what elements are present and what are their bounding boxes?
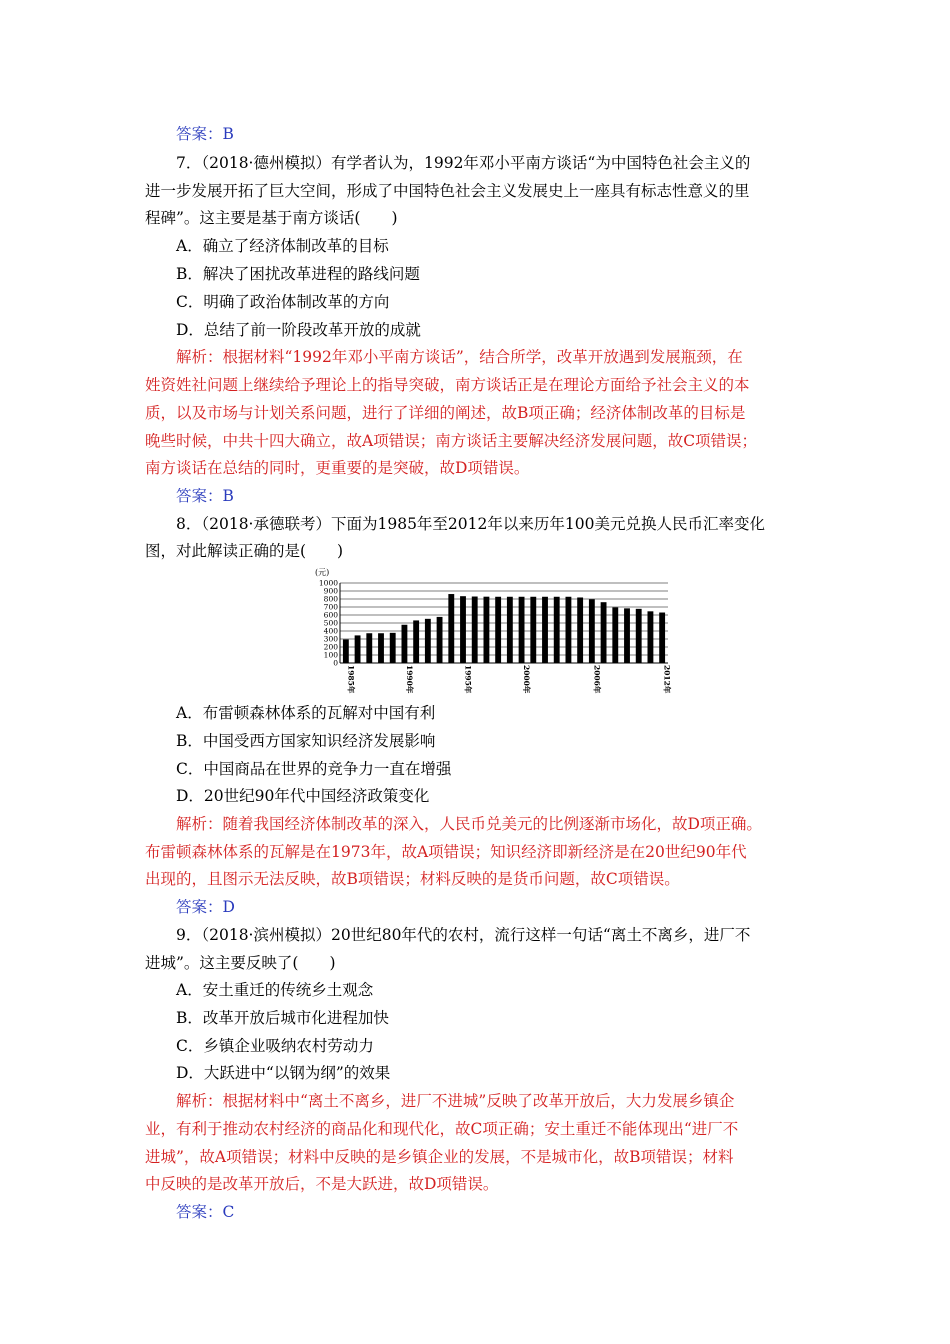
- q9-analysis-line: 业，有利于推动农村经济的商品化和现代化，故C项正确；安土重迁不能体现出“进厂不: [145, 1120, 739, 1138]
- bar-1990: [402, 625, 408, 663]
- y-tick-label: 1000: [318, 578, 338, 588]
- bar-2002: [542, 597, 548, 663]
- q9-option-a: A．安土重迁的传统乡土观念: [176, 981, 374, 999]
- bar-2012: [659, 613, 665, 663]
- answer-q8: 答案：D: [176, 898, 235, 916]
- q9-option-b: B．改革开放后城市化进程加快: [176, 1009, 389, 1027]
- bar-1992: [425, 619, 431, 663]
- bar-1999: [507, 597, 513, 663]
- x-tick-label: 2012年: [662, 665, 672, 694]
- q8-option-d: D．20世纪90年代中国经济政策变化: [176, 787, 430, 805]
- bar-1986: [355, 635, 361, 663]
- bar-2005: [577, 597, 583, 663]
- q7-analysis-line: 南方谈话在总结的同时，更重要的是突破，故D项错误。: [145, 459, 530, 477]
- q9-analysis-line: 进城”，故A项错误；材料中反映的是乡镇企业的发展，不是城市化，故B项错误；材料: [145, 1148, 734, 1166]
- q7-stem-line: 7．（2018·德州模拟）有学者认为，1992年邓小平南方谈话“为中国特色社会主义的: [176, 154, 751, 172]
- q7-analysis-line: 晚些时候，中共十四大确立，故A项错误；南方谈话主要解决经济发展问题，故C项错误；: [145, 432, 758, 450]
- bar-1991: [413, 620, 419, 663]
- q8-stem-line: 图，对此解读正确的是( ): [145, 542, 344, 560]
- bar-1997: [484, 597, 490, 663]
- y-tick-label: 800: [323, 594, 338, 604]
- bar-1995: [460, 596, 466, 663]
- q8-analysis-line: 出现的，且图示无法反映，故B项错误；材料反映的是货币问题，故C项错误。: [145, 870, 680, 888]
- x-tick-label: 2000年: [522, 665, 532, 694]
- q7-analysis-line: 质，以及市场与计划关系问题，进行了详细的阐述，故B项正确；经济体制改革的目标是: [145, 404, 746, 422]
- chart-grid: [340, 583, 668, 663]
- bar-2000: [519, 597, 525, 663]
- x-tick-label: 1995年: [463, 665, 473, 694]
- q8-option-c: C．中国商品在世界的竞争力一直在增强: [176, 760, 452, 778]
- chart-x-tick-labels: [346, 665, 672, 694]
- y-tick-label: 500: [323, 618, 338, 628]
- bar-2003: [554, 597, 560, 663]
- q7-option-a: A．确立了经济体制改革的目标: [176, 237, 389, 255]
- q9-analysis-line: 解析：根据材料中“离土不离乡，进厂不进城”反映了改革开放后，大力发展乡镇企: [176, 1092, 735, 1110]
- q8-option-a: A．布雷顿森林体系的瓦解对中国有利: [176, 704, 436, 722]
- bar-2007: [601, 602, 607, 663]
- bar-2004: [566, 597, 572, 663]
- bar-1993: [437, 617, 443, 663]
- y-tick-label: 400: [323, 626, 338, 636]
- y-tick-label: 0: [333, 658, 338, 668]
- bar-1989: [390, 633, 396, 663]
- bar-2006: [589, 599, 595, 663]
- q7-stem-line: 程碑”。这主要是基于南方谈话( ): [145, 209, 398, 227]
- y-tick-label: 600: [323, 610, 338, 620]
- chart-y-tick-labels: [319, 579, 338, 668]
- q8-stem-line: 8．（2018·承德联考）下面为1985年至2012年以来历年100美元兑换人民币汇率变化: [176, 515, 765, 533]
- x-tick-label: 1985年: [346, 665, 356, 694]
- chart-unit-label: (元): [315, 568, 330, 577]
- q9-stem-line: 进城”。这主要反映了( ): [145, 954, 336, 972]
- q8-analysis-line: 解析：随着我国经济体制改革的深入，人民币兑美元的比例逐渐市场化，故D项正确。: [176, 815, 762, 833]
- answer-q6: 答案：B: [176, 125, 234, 143]
- q9-analysis-line: 中反映的是改革开放后，不是大跃进，故D项错误。: [145, 1175, 499, 1193]
- bar-1994: [448, 594, 454, 663]
- y-tick-label: 900: [323, 586, 338, 596]
- x-tick-label: 1990年: [404, 665, 414, 694]
- bar-1988: [378, 633, 384, 663]
- q7-analysis-line: 解析：根据材料“1992年邓小平南方谈话”，结合所学，改革开放遇到发展瓶颈，在: [176, 348, 743, 366]
- q7-stem-line: 进一步发展开拓了巨大空间，形成了中国特色社会主义发展史上一座具有标志性意义的里: [145, 182, 750, 200]
- answer-q7: 答案：B: [176, 487, 234, 505]
- q7-analysis-line: 姓资姓社问题上继续给予理论上的指导突破，南方谈话正是在理论方面给予社会主义的本: [145, 376, 750, 394]
- chart-bars: [343, 594, 665, 663]
- q8-analysis-line: 布雷顿森林体系的瓦解是在1973年，故A项错误；知识经济即新经济是在20世纪90年代: [145, 843, 747, 861]
- bar-2008: [612, 607, 618, 663]
- y-tick-label: 300: [323, 634, 338, 644]
- q9-stem-line: 9．（2018·滨州模拟）20世纪80年代的农村，流行这样一句话“离土不离乡，进厂不: [176, 926, 751, 944]
- y-tick-label: 100: [323, 650, 338, 660]
- q9-option-c: C．乡镇企业吸纳农村劳动力: [176, 1037, 374, 1055]
- y-tick-label: 700: [323, 602, 338, 612]
- bar-1987: [366, 633, 372, 663]
- q8-option-b: B．中国受西方国家知识经济发展影响: [176, 732, 436, 750]
- bar-2010: [636, 609, 642, 663]
- q9-option-d: D．大跃进中“以钢为纲”的效果: [176, 1064, 391, 1082]
- bar-1998: [495, 597, 501, 663]
- q7-option-c: C．明确了政治体制改革的方向: [176, 293, 390, 311]
- bar-2011: [648, 611, 654, 663]
- answer-q9: 答案：C: [176, 1203, 235, 1221]
- x-tick-label: 2006年: [592, 665, 602, 694]
- bar-1985: [343, 639, 349, 663]
- exchange-rate-bar-chart: [312, 566, 674, 694]
- bar-2009: [624, 608, 630, 663]
- bar-2001: [530, 597, 536, 663]
- q7-option-b: B．解决了困扰改革进程的路线问题: [176, 265, 420, 283]
- y-tick-label: 200: [323, 642, 338, 652]
- bar-1996: [472, 597, 478, 663]
- q7-option-d: D．总结了前一阶段改革开放的成就: [176, 321, 421, 339]
